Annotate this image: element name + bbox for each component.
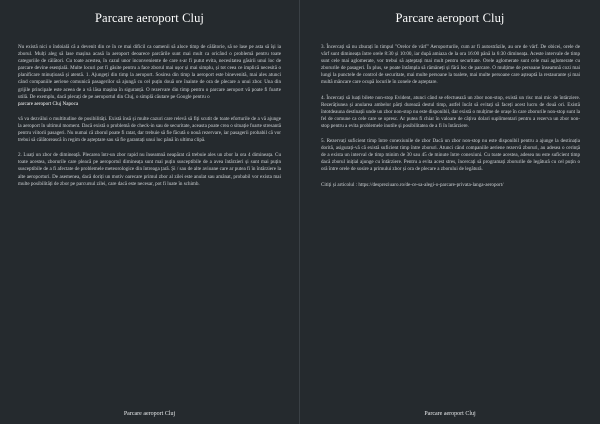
parcare-link[interactable]: parcare aeroport Cluj Napoca [18,100,79,107]
left-paragraph-2: vă va dezvălui o multitudine de posibilități. Există însă și multe cazuri care relevă să fiți scutit de toate eforturile de a vă ajunge la aeroport în ultimul moment. Dacă există o problemă de check-in sau de securitate, aceasta poate crea o situație foarte stresantă pentru viitorii pasageri. Nu numai că zborul poate fi ratat, dar trebuie să fie făcută o nouă rezervare, iar pasagerii probabil că vor trebui să călătorească în regim de așteptare sau să fie garantați unui loc până în ultima clipă. [18,115,281,144]
right-page-body [321,44,580,197]
left-paragraph-1 [18,44,281,108]
left-paragraph-1-text: Nu există nici o îndoială că a devenit din ce în ce mai dificil ca oamenii să aloce timp de călătorie, să se lase pe asta să își ia zborul. Mulți aleg să lase mașina acasă la aeroport deoarece parcările sunt mai mult ca oricând o problemă pentru toate categoriile de călători. Cu toate acestea, în cazul unor inconveniente de care s-ar fi putut evita, necesitatea găsirii unui loc de parcare devine esențială. Multe locuri pot fi găsite pentru a face zborul mai ușor și mai simplu, și tot ceea ce implică necesită o planificare minuțioasă și atentă. 1. Ajungeți din timp la aeroport. Sosirea din timp la aeroport este binevenită, mai ales atunci când companiile aeriene comunică pasagerilor să ajungă cu cel puțin două ore înainte de ora de plecare a unui zbor. Una din grijile principale este aceea de a vă lăsa mașina în siguranță. O rezervare din timp pentru o parcare aeroport vă poate fi foarte utilă. De exemplu, dacă plecați de pe aeroportul din Cluj, o simplă căutare pe Google pentru o [18,44,281,100]
right-page-footer: Parcare aeroport Cluj [424,411,476,417]
left-page-footer: Parcare aeroport Cluj [123,411,176,417]
right-paragraph-1: 3. Încercați să nu zburați în timpul "Orelor de vârf" Aeroporturile, cum ar fi autostrăzile, au ore de vârf. De obicei, orele de vârf sunt dimineața între orele 8:30 și 10:00, iar după amiaza de la ora 16:00 până la 6:30 dimineața. Aceste intervale de timp sunt cele mai aglomerate, vor trebui să așteptați mai mult pentru securitate. Orele aglomerate sunt cele mai aglomerate cu zborurile de pasageri. În plus, se poate întâmpla să rămâneți și fără loc de parcare. O mulțime de persoane înseamnă cozi mai lungi la punctele de control de securitate, mai multe persoane la toalete, mai multe persoane care așteaptă la restaurante și mai multă mâncare care ocupă locurile în zonele de așteptare. [321,44,580,86]
right-page [300,0,600,424]
left-page-body [18,44,281,196]
right-paragraph-2: 4. Încercați să luați bilete non-stop Evident, atunci când se efectuează un zbor non-stop, există un risc mai mic de întârziere. Rezerățiunea și anularea ambelor părți durează destul timp, astfel încât să evitați să faceți acest lucru de două ori. Există întotdeauna destinații unde un zbor non-stop nu este disponibil, dar există o mulțime de orașe în care zborurile non-stop sunt la fel de comune ca cele care se opresc. Ar putea fi chiar în valoare de câțiva dolari suplimentari pentru a rezerva un zbor non-stop pentru a evita problemele inutile și posibilitatea de a fi în întârziere. [321,94,580,129]
left-page-header: Parcare aeroport Cluj [95,11,204,25]
right-page-header: Parcare aeroport Cluj [395,11,505,25]
left-paragraph-3: 2. Luați un zbor de dimineață. Plecarea într-un zbor rapid nu înseamnă neapărat că trebuie ales un zbor la ora 4 dimineața. Cu toate acestea, zborurile care pleacă pe aeroportul dimineața sunt mai puțin susceptibile de a avea întârzieri și sunt mai puțin susceptibile de a fi afectate de problemele meteorologice din întreaga țară. Și / sau de alte avioane care ar putea fi în întârziere la alte aeroporturi. De asemenea, dacă doriți un motiv oarecare primul zbor al zilei este anulat sau amânat, probabil vor exista mai multe posibilități de zbor pe parcursul zilei, care dacă este necesar, pot fi luate în schimb. [18,152,281,187]
source-article-line[interactable]: Citiți și articolul : https://despreziuaro.ro/de-ce-sa-alegi-o-parcare-privata-langa-aeroport/ [321,181,504,188]
right-paragraph-3: 5. Rezervați suficient timp între conexiunile de zbor Dacă un zbor non-stop nu este disponibil pentru a ajunge la destinația dorită, asigurați-vă că există suficient timp între zboruri. Atunci când companiile aeriene rezervă zboruri, au adesea o cerință de a exista un interval de timp minim de 30 sau 45 de minute între conexiuni. Cu toate acestea, adesea nu este suficient timp dacă zborul inițial ajunge cu întârziere. Pentru a evita acest stres, încercați să programați zborurile de legătură cu cel puțin o oră între orele de sosire a primului zbor și ora de plecare a zborului de legătură. [321,138,580,173]
